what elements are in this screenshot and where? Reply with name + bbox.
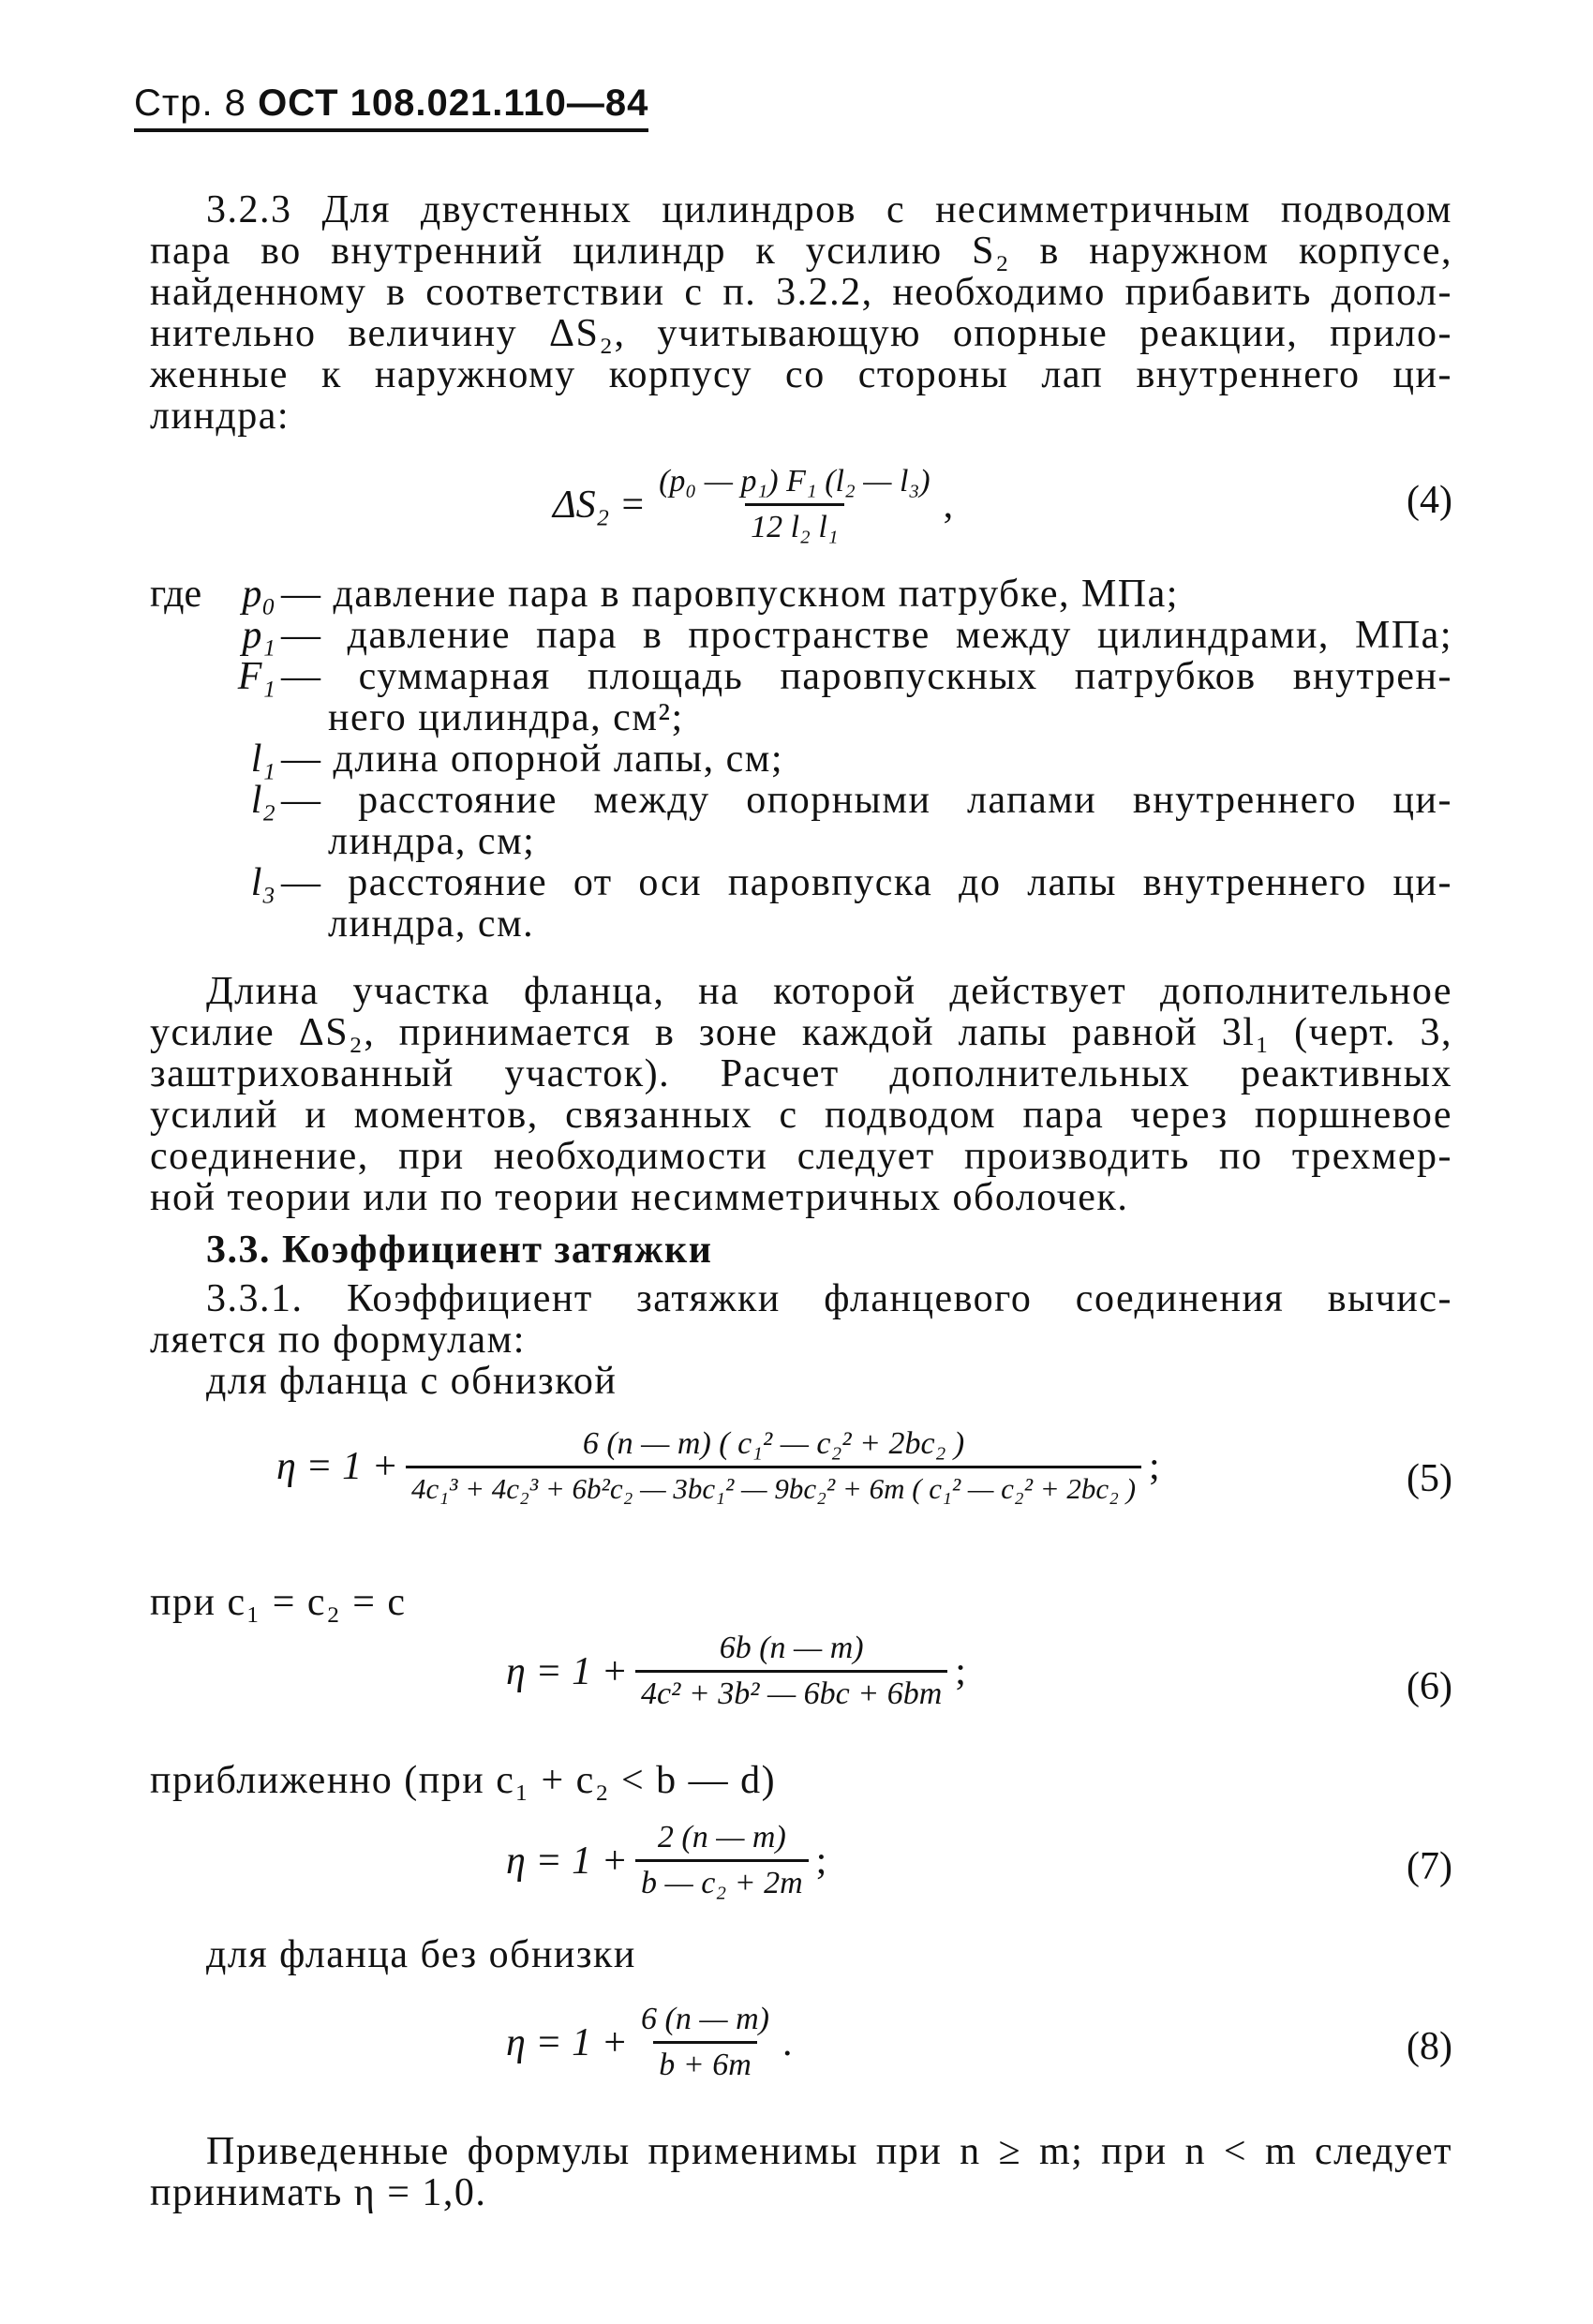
page-number: Стр. 8 xyxy=(134,82,246,124)
text-line: пара во внутренний цилиндр к усилию S₂ в наружном корпусе, xyxy=(150,230,1452,273)
formula-4 xyxy=(553,464,953,545)
formula-8 xyxy=(506,2002,792,2083)
text-line: найденному в соответствии с п. 3.2.2, необходимо прибавить допол- xyxy=(150,271,1452,314)
text-line: усилий и моментов, связанных с подводом пара через поршневое xyxy=(150,1094,1452,1137)
definition-symbol: p₀ xyxy=(242,573,275,616)
text-line: заштрихованный участок). Расчет дополнительных реактивных xyxy=(150,1052,1452,1095)
standard-code: ОСТ 108.021.110—84 xyxy=(258,82,649,124)
text-line: Приведенные формулы применимы при n ≥ m; при n < m следует xyxy=(206,2130,1452,2173)
definition-text: — расстояние между опорными лапами внутреннего ци- xyxy=(281,779,1452,822)
definition-text: него цилиндра, см²; xyxy=(328,696,684,739)
where-label: где xyxy=(150,573,202,616)
equation-number: (4) xyxy=(1407,479,1452,522)
fraction-denominator: b — c₂ + 2m xyxy=(635,1859,809,1901)
fraction-numerator: (p₀ — p₁) F₁ (l₂ — l₃) xyxy=(659,464,930,499)
definition-text: линдра, см; xyxy=(328,820,536,863)
formula-punctuation: ; xyxy=(1149,1444,1160,1488)
formula-lhs: η = 1 + xyxy=(506,2020,629,2064)
text-line: соединение, при необходимости следует производить по трехмер- xyxy=(150,1135,1452,1178)
fraction-numerator: 6 (n — m) ( c₁² — c₂² + 2bc₂ ) xyxy=(582,1426,965,1461)
fraction-denominator: b + 6m xyxy=(653,2041,757,2083)
formula-lhs: η = 1 + xyxy=(506,1839,629,1883)
text-line: Длина участка фланца, на которой действует дополнительное xyxy=(206,970,1452,1013)
equation-number: (7) xyxy=(1407,1845,1452,1888)
formula-7 xyxy=(506,1820,826,1901)
definition-text: — давление пара в паровпускном патрубке, МПа; xyxy=(281,573,1179,616)
definition-text: — расстояние от оси паровпуска до лапы внутреннего ци- xyxy=(281,861,1452,904)
text-line: усилие ΔS₂, принимается в зоне каждой лапы равной 3l₁ (черт. 3, xyxy=(150,1011,1452,1054)
text-line: нительно величину ΔS₂, учитывающую опорные реакции, прило- xyxy=(150,312,1452,355)
formula-5 xyxy=(276,1426,1160,1506)
text-line: 3.2.3 Для двустенных цилиндров с несимметричным подводом xyxy=(206,188,1452,231)
section-heading: 3.3. Коэффициент затяжки xyxy=(206,1229,713,1272)
formula-fraction xyxy=(635,1820,809,1901)
definition-symbol: p₁ xyxy=(242,614,275,657)
formula-punctuation: ; xyxy=(955,1649,966,1693)
fraction-numerator: 2 (n — m) xyxy=(657,1820,786,1855)
condition-text: при c₁ = c₂ = c xyxy=(150,1581,407,1624)
case-label: для фланца с обнизкой xyxy=(206,1360,618,1403)
formula-fraction xyxy=(635,2002,775,2083)
text-line: ляется по формулам: xyxy=(150,1318,526,1362)
text-line: женные к наружному корпусу со стороны лап внутреннего ци- xyxy=(150,353,1452,396)
formula-punctuation: , xyxy=(943,483,954,527)
text-line: ной теории или по теории несимметричных оболочек. xyxy=(150,1176,1129,1219)
formula-punctuation: ; xyxy=(815,1839,827,1883)
case-label: для фланца без обнизки xyxy=(206,1933,636,1976)
fraction-denominator: 12 l₂ l₁ xyxy=(745,503,844,545)
formula-lhs: ΔS₂ = xyxy=(553,483,647,527)
text-line: принимать η = 1,0. xyxy=(150,2171,487,2214)
formula-lhs: η = 1 + xyxy=(506,1649,629,1693)
equation-number: (6) xyxy=(1407,1665,1452,1708)
definition-text: — давление пара в пространстве между цилиндрами, МПа; xyxy=(281,614,1452,657)
fraction-numerator: 6 (n — m) xyxy=(641,2002,769,2036)
definition-symbol: l₁ xyxy=(250,737,275,781)
definition-symbol: l₃ xyxy=(250,861,275,904)
fraction-numerator: 6b (n — m) xyxy=(719,1631,864,1665)
text-line: линдра: xyxy=(150,395,290,438)
fraction-denominator: 4c² + 3b² — 6bc + 6bm xyxy=(635,1670,947,1712)
formula-lhs: η = 1 + xyxy=(276,1444,399,1488)
text-line: 3.3.1. Коэффициент затяжки фланцевого соединения вычис- xyxy=(206,1277,1452,1320)
equation-number: (5) xyxy=(1407,1457,1452,1500)
condition-text: приближенно (при c₁ + c₂ < b — d) xyxy=(150,1759,777,1802)
fraction-denominator: 4c₁³ + 4c₂³ + 6b²c₂ — 3bc₁² — 9bc₂² + 6m ( c₁² — c₂² + 2bc₂ ) xyxy=(406,1466,1141,1506)
page-header xyxy=(134,82,648,132)
formula-fraction xyxy=(653,464,936,545)
definition-text: — суммарная площадь паровпускных патрубков внутрен- xyxy=(281,655,1452,698)
formula-fraction xyxy=(635,1631,947,1712)
definition-symbol: F₁ xyxy=(237,655,275,698)
formula-punctuation: . xyxy=(782,2020,793,2064)
definition-symbol: l₂ xyxy=(250,779,275,822)
equation-number: (8) xyxy=(1407,2025,1452,2068)
formula-fraction xyxy=(406,1426,1141,1506)
formula-6 xyxy=(506,1631,966,1712)
definition-text: линдра, см. xyxy=(328,902,535,946)
definition-text: — длина опорной лапы, см; xyxy=(281,737,783,781)
